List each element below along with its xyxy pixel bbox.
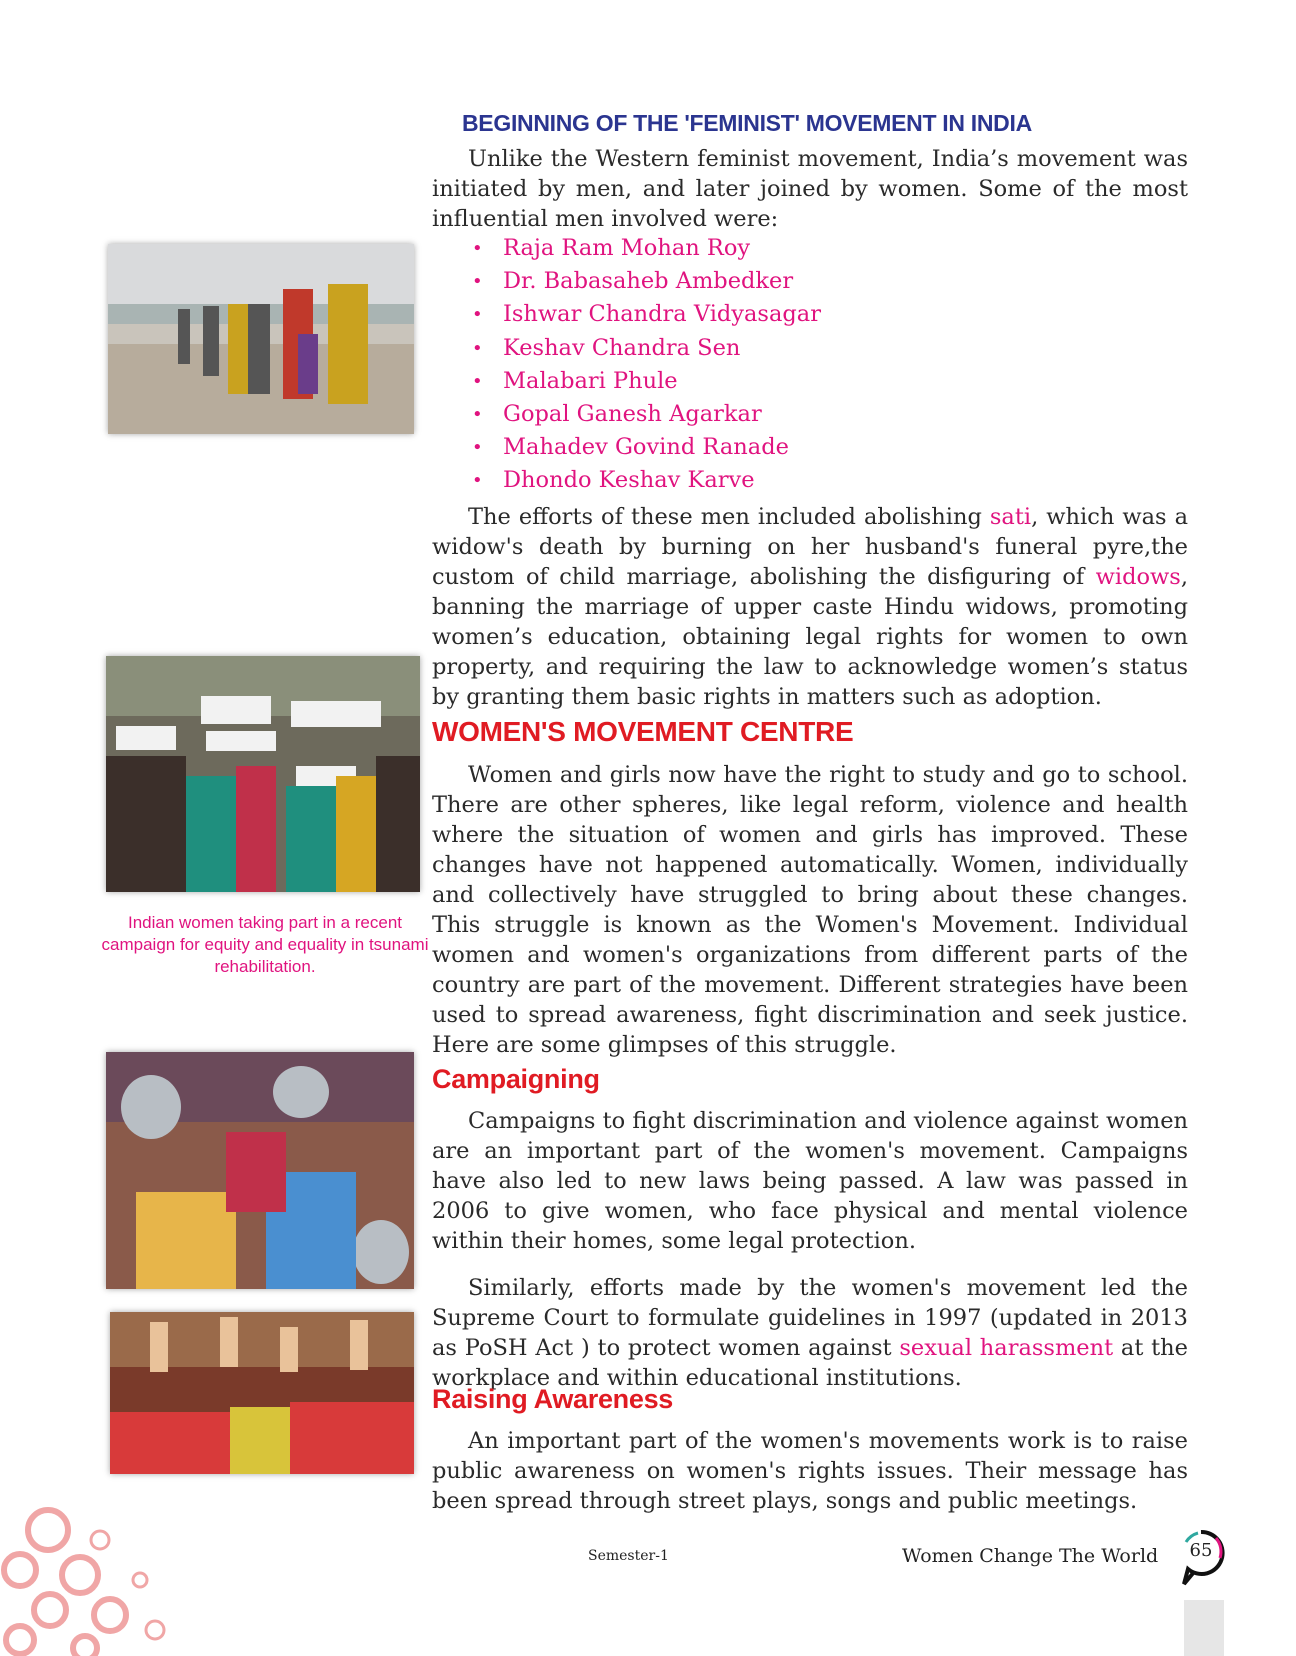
section-heading-feminist-movement: BEGINNING OF THE 'FEMINIST' MOVEMENT IN INDIA	[462, 110, 1032, 136]
section-heading-movement-centre: WOMEN'S MOVEMENT CENTRE	[432, 716, 854, 747]
photo-campaign-rally	[106, 656, 420, 892]
page-edge-strip	[1184, 1600, 1224, 1656]
efforts-paragraph: The efforts of these men included abolishing sati, which was a widow's death by burning on her husband's funeral pyre,the custom of child marriage, abolishing the disfiguring of widows, banning the marriage of upper caste Hindu widows, promoting women’s education, obtaining legal rights for women to own property, and requiring the law to acknowledge women’s status by granting them basic rights in matters such as adoption.	[432, 504, 1188, 710]
footer-book-title: Women Change The World	[902, 1545, 1159, 1567]
campaigning-paragraph: Campaigns to fight discrimination and violence against women are an important part of the women's movement. Campaigns have also led to new laws being passed. A law was passed in 2006 to give women, who face physical and mental violence within their homes, some legal protection.	[432, 1108, 1188, 1254]
bullet-icon: •	[472, 304, 483, 326]
photo-women-protest-plates	[106, 1052, 414, 1289]
list-item: • Dhondo Keshav Karve	[462, 464, 821, 497]
footer-semester: Semester-1	[588, 1548, 669, 1564]
list-item: • Gopal Ganesh Agarkar	[462, 398, 821, 431]
list-item: • Raja Ram Mohan Roy	[462, 232, 821, 265]
influential-men-list	[462, 232, 821, 498]
awareness-paragraph: An important part of the women's movements work is to raise public awareness on women's rights issues. Their message has been spread through street plays, songs and public meetings.	[432, 1428, 1188, 1514]
photo-caption: Indian women taking part in a recent campaign for equity and equality in tsunami rehabilitation.	[101, 913, 429, 976]
term-sexual-harassment: sexual harassment	[899, 1335, 1114, 1361]
list-item: • Mahadev Govind Ranade	[462, 431, 821, 464]
photo-women-raising-hands	[110, 1312, 414, 1474]
bullet-icon: •	[472, 337, 483, 359]
bullet-icon: •	[472, 470, 483, 492]
page-number: 65	[1189, 1540, 1213, 1561]
bullet-icon: •	[472, 437, 483, 459]
list-item: • Ishwar Chandra Vidyasagar	[462, 298, 821, 331]
term-widows: widows	[1095, 564, 1181, 590]
section-heading-campaigning: Campaigning	[432, 1064, 600, 1094]
supreme-court-paragraph: Similarly, efforts made by the women's movement led the Supreme Court to formulate guidelines in 1997 (updated in 2013 as PoSH Act ) to protect women against sexual harassment at the workplace and within educational institutions.	[432, 1275, 1188, 1391]
bullet-icon: •	[472, 271, 483, 293]
movement-centre-paragraph: Women and girls now have the right to study and go to school. There are other spheres, like legal reform, violence and health where the situation of women and girls has improved. These changes have not happened automatically. Women, individually and collectively have struggled to bring about these changes. This struggle is known as the Women's Movement. Individual women and women's organizations from different parts of the country are part of the movement. Different strategies have been used to spread awareness, fight discrimination and seek justice. Here are some glimpses of this struggle.	[432, 762, 1188, 1058]
bullet-icon: •	[472, 404, 483, 426]
section-heading-raising-awareness: Raising Awareness	[432, 1384, 674, 1414]
list-item: • Malabari Phule	[462, 365, 821, 398]
list-item: • Dr. Babasaheb Ambedker	[462, 265, 821, 298]
bullet-icon: •	[472, 370, 483, 392]
bullet-icon: •	[472, 238, 483, 259]
list-item: • Keshav Chandra Sen	[462, 332, 821, 365]
decorative-circles-pattern	[0, 1500, 180, 1656]
photo-women-walking	[108, 244, 414, 434]
term-sati: sati	[989, 504, 1032, 530]
intro-paragraph: Unlike the Western feminist movement, India’s movement was initiated by men, and later joined by women. Some of the most influential men involved were:	[432, 146, 1188, 232]
